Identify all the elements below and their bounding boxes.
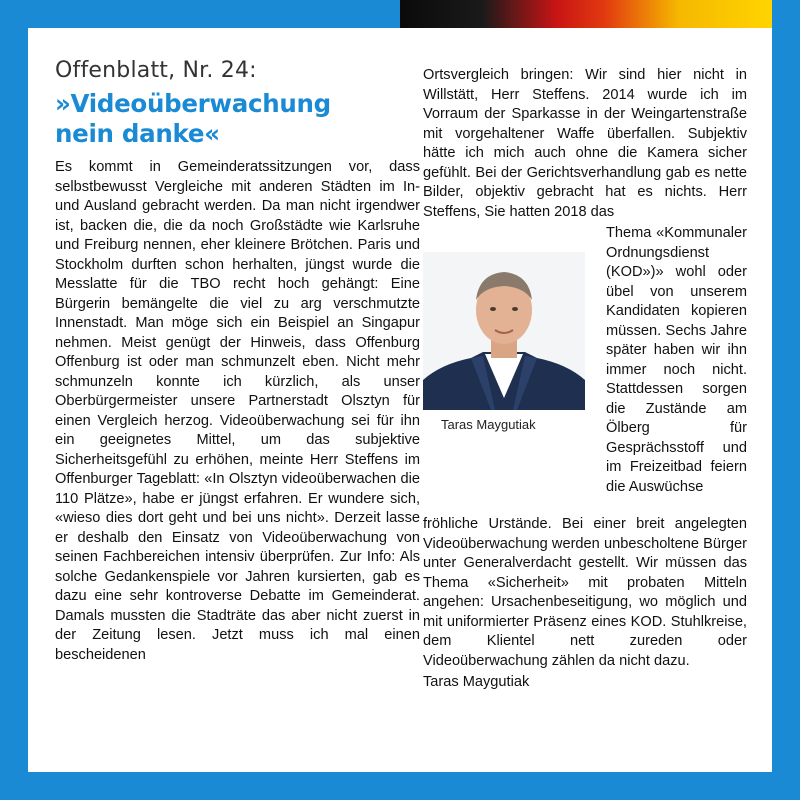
headline-line-2: nein danke« [55,119,220,148]
author-signature: Taras Maygutiak [423,674,530,690]
left-column [55,58,420,665]
portrait-illustration [423,252,585,410]
body-paragraph-2: Ortsvergleich bringen: Wir sind hier nicht in Willstätt, Herr Steffens. 2014 wurde ich im Vorraum der Sparkasse in der Weingartenstraße mit vorgehaltener Waffe überfallen. Subjektiv hätte ich mich auch ohne die Kamera sicher gefühlt. Bei der Gerichtsverhandlung gab es nette Bilder, objektiv gebracht hat es nichts. Herr Steffens, Sie hatten 2018 das [423,67,747,220]
body-paragraph-1: Es kommt in Gemeinderatssitzungen vor, dass selbstbewusst Vergleiche mit anderen Städten im In- und Ausland gebracht werden. Da man nicht irgendwer ist, backen die, die da noch Großstädte wie Karlsruhe und Freiburg nennen, eher kleinere Brötchen. Paris und Stockholm durften schon herhalten, jüngst wurde die Messlatte für die TBO recht hoch gehängt: Eine Bürgerin bemängelte die viel zu arg verschmutzte Innenstadt. Man möge sich ein Beispiel an Singapur nehmen. Meist genügt der Hinweis, dass Offenburg Offenburg ist oder man schmunzelt eben. Nicht mehr schmunzeln konnte ich kürzlich, als unser Oberbürgermeister unsere Partnerstadt Olsztyn für einen Vergleich herzog. Videoüberwachung sei für ihn ein geeignetes Mittel, um das subjektive Sicherheitsgefühl zu erhöhen, meinte Herr Steffens im Offenburger Tageblatt: «In Olsztyn videoüberwachen die 110 Plätze», habe er jüngst erfahren. Er wundere sich, «wieso dies dort geht und bei uns nicht». Derzeit lasse er deshalb den Einsatz von Videoüberwachung von seinen Fachbereichen intensiv überprüfen. Zur Info: Als solche Gedankenspiele vor Jahren kursierten, gab es dazu eine sehr kontroverse Debatte im Gemeinderat. Damals mussten die Stadträte das aber nicht zuerst in der Zeitung lesen. Jetzt muss ich mal einen bescheidenen [55,159,420,663]
right-column [423,66,747,693]
body-paragraph-wrapped: Thema «Kommunaler Ordnungsdienst (KOD»)» wohl oder übel von unserem Kandidaten kopieren müssen. Sechs Jahre später haben wir ihn immer noch nicht. Stattdessen sorgen die Zustände am Ölberg für Gesprächsstoff und im Freizeitbad feiern die Auswüchse [606,225,747,495]
german-flag-stripe [400,0,772,28]
article-panel [28,28,772,772]
body-paragraph-3: fröhliche Urstände. Bei einer breit angelegten Videoüberwachung werden unbescholtene Bürger unter Generalverdacht gestellt. Wir müssen das Thema «Sicherheit» mit probaten Mitteln angehen: Ursachenbeseitigung, wo möglich und mit uniformierter Präsenz eines KOD. Stuhlkreise, dem Klientel nett zureden oder Videoüberwachung zählen da nicht dazu. [423,516,747,669]
photo-caption: Taras Maygutiak [441,417,536,432]
author-portrait-photo [423,252,585,410]
series-label: Offenblatt, Nr. 24: [55,58,257,83]
headline [55,89,420,149]
headline-line-1: »Videoüberwachung [55,89,331,118]
photo-wrap-section [423,224,747,515]
